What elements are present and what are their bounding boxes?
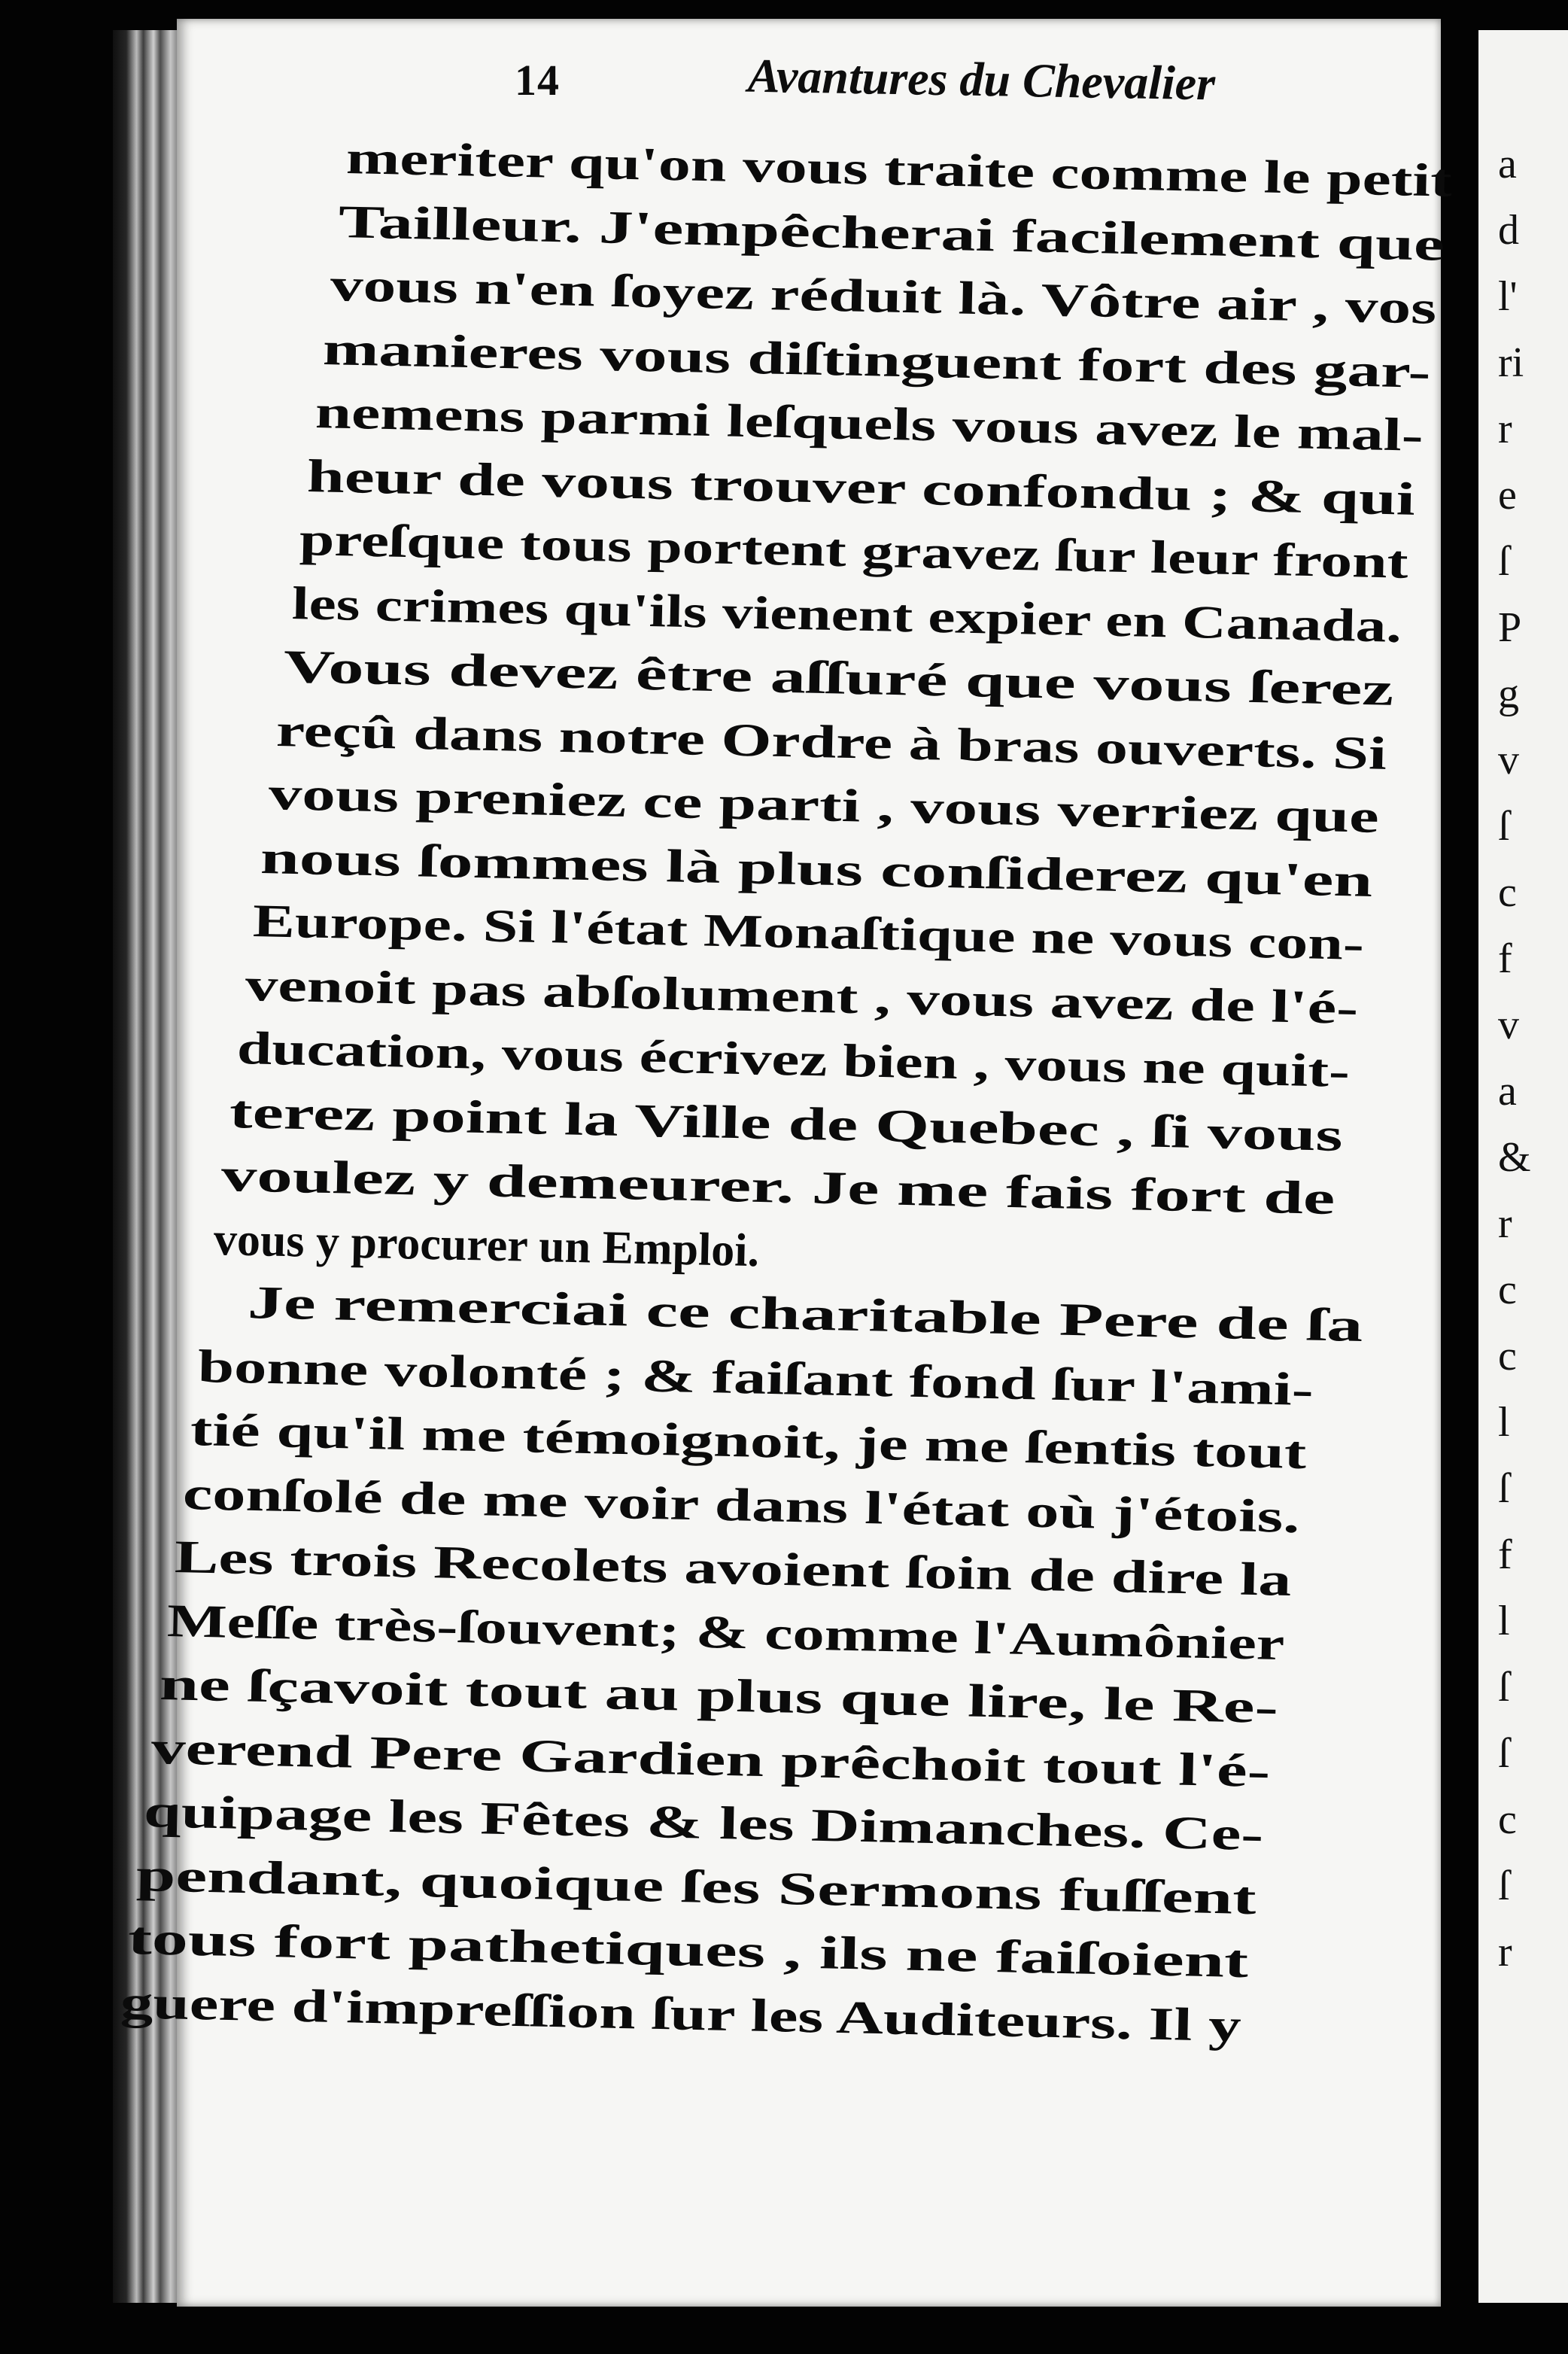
text-line: guere d'impreſſion ſur les Auditeurs. Il y (120, 1976, 1242, 2051)
text-line: preſque tous portent gravez ſur leur front (299, 514, 1409, 588)
facing-page-fragment: P (1498, 604, 1522, 651)
text-line: quipage les Fêtes & les Dimanches. Ce- (143, 1786, 1264, 1861)
text-line: Europe. Si l'état Monaſtique ne vous con- (252, 896, 1365, 970)
facing-page-fragment: ſ (1498, 803, 1510, 850)
text-line: manieres vous diſtinguent fort des gar- (322, 323, 1431, 398)
text-line: les crimes qu'ils vienent expier en Canada. (290, 577, 1402, 652)
facing-page-fragment: v (1498, 737, 1519, 783)
text-line: Tailleur. J'empêcherai facilement que (337, 196, 1445, 271)
book-page (120, 19, 1453, 2307)
text-line: nemens parmi leſquels vous avez le mal- (314, 387, 1424, 461)
facing-page-fragment: r (1498, 406, 1512, 452)
text-line: conſolé de me voir dans l'état où j'étois. (182, 1467, 1300, 1543)
facing-page-fragment: f (1498, 1531, 1512, 1578)
facing-page-fragment: l' (1498, 273, 1518, 320)
facing-page (1478, 30, 1568, 2303)
text-line: pendant, quoique ſes Sermons fuſſent (135, 1849, 1257, 1924)
text-line: venoit pas abſolument , vous avez de l'é- (244, 959, 1359, 1034)
running-head: Avantures du Chevalier (747, 48, 1216, 111)
facing-page-fragment: r (1498, 1200, 1512, 1247)
facing-page-fragment: a (1498, 141, 1517, 187)
facing-page-fragment: ſ (1498, 1730, 1510, 1777)
facing-page-fragment: ſ (1498, 1664, 1510, 1711)
facing-page-fragment: v (1498, 1002, 1519, 1048)
facing-page-fragment: f (1498, 935, 1512, 982)
facing-page-fragment: c (1498, 1796, 1517, 1843)
text-line: bonne volonté ; & faiſant fond ſur l'ami- (197, 1340, 1314, 1416)
text-line: tous fort pathetiques , ils ne faiſoient (127, 1913, 1250, 1988)
text-line: reçû dans notre Ordre à bras ouverts. Si (275, 704, 1387, 780)
text-line: Meſſe très-ſouvent; & comme l'Aumônier (166, 1595, 1286, 1670)
text-line: voulez y demeurer. Je me fais fort de (220, 1150, 1336, 1224)
facing-page-fragment: ſ (1498, 1465, 1510, 1512)
text-line: tié qu'il me témoignoit, je me ſentis tout (190, 1404, 1307, 1480)
facing-page-fragment: c (1498, 1333, 1517, 1379)
text-line: ducation, vous écrivez bien , vous ne quit- (236, 1023, 1351, 1097)
text-line: ne ſçavoit tout au plus que lire, le Re- (159, 1659, 1279, 1734)
facing-page-fragment: ſ (1498, 1863, 1510, 1909)
text-line: vous y procurer un Emploi. (213, 1213, 760, 1276)
facing-page-fragment: c (1498, 869, 1517, 916)
text-line: Je remerciai ce charitable Pere de ſa (247, 1277, 1363, 1352)
text-line: Vous devez être aſſuré que vous ſerez (283, 641, 1395, 716)
text-line: nous ſommes là plus conſiderez qu'en (260, 832, 1374, 907)
facing-page-fragment: e (1498, 472, 1517, 519)
facing-page-fragment: g (1498, 671, 1519, 717)
facing-page-fragment: c (1498, 1267, 1517, 1313)
text-line: Les trois Recolets avoient ſoin de dire la (174, 1531, 1293, 1607)
facing-page-fragment: l (1498, 1399, 1510, 1446)
facing-page-fragment: ri (1498, 339, 1524, 386)
text-line: vous preniez ce parti , vous verriez que (267, 768, 1379, 843)
facing-page-fragment: d (1498, 207, 1519, 254)
text-line: heur de vous trouver confondu ; & qui (306, 450, 1416, 525)
text-line: meriter qu'on vous traite comme le petit (345, 132, 1453, 207)
page-number: 14 (515, 56, 560, 105)
text-line: verend Pere Gardien prêchoit tout l'é- (150, 1722, 1272, 1797)
facing-page-fragment: ſ (1498, 538, 1510, 585)
facing-page-fragment: & (1498, 1134, 1531, 1181)
facing-page-fragment: a (1498, 1068, 1517, 1115)
facing-page-fragment: r (1498, 1929, 1512, 1975)
text-line: terez point la Ville de Quebec , ſi vous (229, 1086, 1344, 1161)
facing-page-fragment: l (1498, 1598, 1510, 1644)
text-line: vous n'en ſoyez réduit là. Vôtre air , vos (330, 260, 1438, 334)
